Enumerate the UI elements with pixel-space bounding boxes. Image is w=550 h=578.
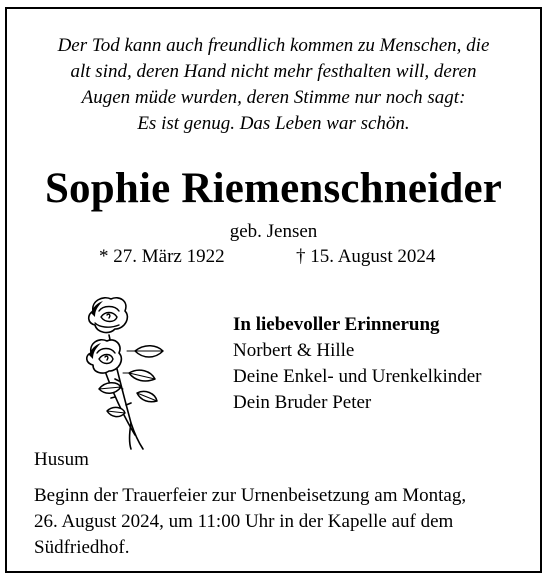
service-line-2: 26. August 2024, um 11:00 Uhr in der Kapelle auf dem — [34, 511, 454, 532]
birth-date: * 27. März 1922 — [99, 246, 225, 267]
maiden-name: geb. Jensen — [229, 221, 318, 242]
mourner-3: Dein Bruder Peter — [233, 392, 372, 413]
death-date: † 15. August 2024 — [296, 246, 436, 267]
deceased-name: Sophie Riemenschneider — [44, 165, 503, 212]
remembrance-block — [233, 312, 482, 416]
funeral-service-info — [34, 483, 534, 561]
poem-line-1: Der Tod kann auch freundlich kommen zu Menschen, die — [57, 35, 490, 56]
poem — [7, 33, 540, 137]
obituary-notice — [5, 7, 542, 573]
service-line-3: Südfriedhof. — [34, 537, 130, 558]
place-name: Husum — [34, 449, 89, 470]
poem-line-2: alt sind, deren Hand nicht mehr festhalten will, deren — [70, 61, 477, 82]
poem-line-3: Augen müde wurden, deren Stimme nur noch sagt: — [81, 87, 466, 108]
service-line-1: Beginn der Trauerfeier zur Urnenbeisetzung am Montag, — [34, 485, 467, 506]
rose-icon — [79, 293, 169, 453]
poem-line-4: Es ist genug. Das Leben war schön. — [137, 113, 410, 134]
remembrance-heading: In liebevoller Erinnerung — [233, 314, 440, 335]
mourner-1: Norbert & Hille — [233, 340, 355, 361]
mourner-2: Deine Enkel- und Urenkelkinder — [233, 366, 482, 387]
